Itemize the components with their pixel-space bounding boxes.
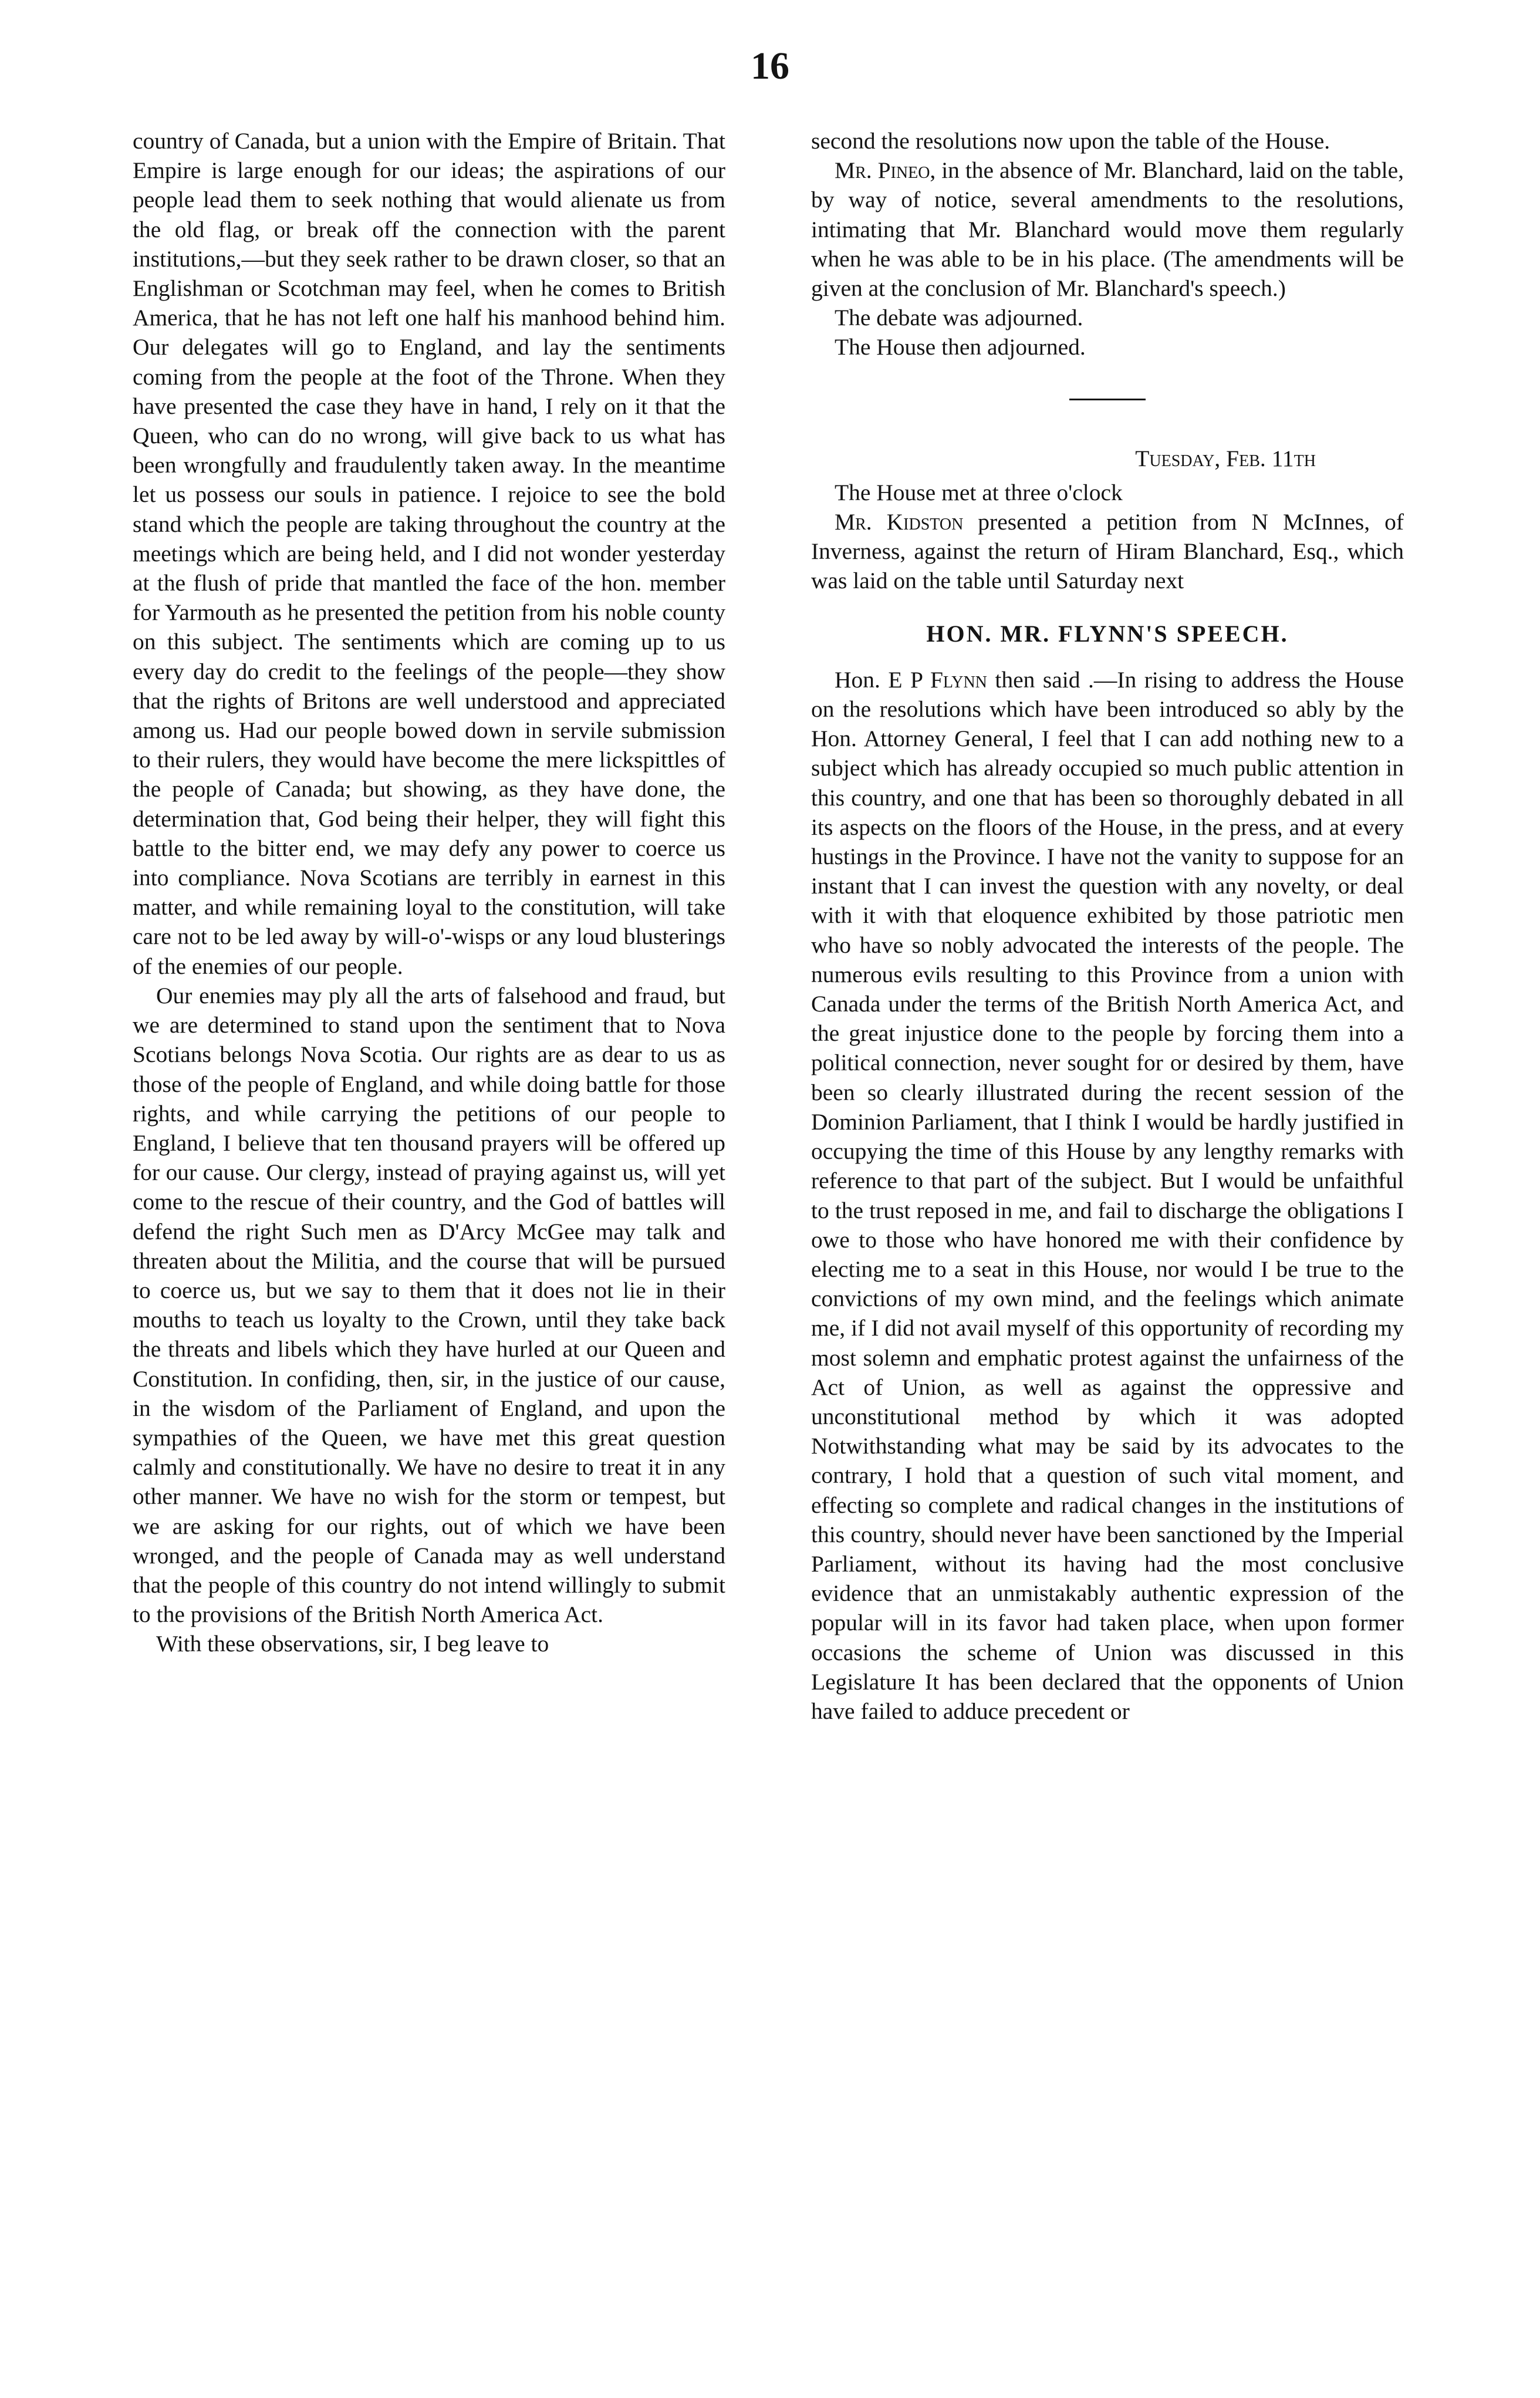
paragraph xyxy=(811,156,1404,303)
speaker-name: Mr. Pineo xyxy=(835,157,930,184)
paragraph xyxy=(811,507,1404,596)
paragraph: The debate was adjourned. xyxy=(835,305,1083,331)
paragraph: With these observations, sir, I beg leave to xyxy=(156,1631,549,1657)
paragraph: Our enemies may ply all the arts of falsehood and fraud, but we are determined to stand upon the sentiment that to Nova Scotians belongs Nova Scotia. Our rights are as dear to us as those of the people of England, and while doing battle for those rights, and while carrying the petitions of our people to England, I believe that ten thousand prayers will be offered up for our cause. Our clergy, instead of praying against us, will yet come to the rescue of their country, and the God of battles will defend the right Such men as D'Arcy McGee may talk and threaten about the Militia, and the course that will be pursued to coerce us, but we say to them that it does not lie in their mouths to teach us loyalty to the Crown, until they take back the threats and libels which they have hurled at our Queen and Constitution. In confiding, then, sir, in the justice of our cause, in the wisdom of the Parliament of England, and upon the sympathies of the Queen, we have met this great question calmly and constitutionally. We have no desire to treat it in any other manner. We have no wish for the storm or tempest, but we are asking for our rights, out of which we have been wronged, and the people of Canada may as well understand that the people of this country do not intend willingly to submit to the provisions of the British North America Act. xyxy=(133,982,725,1628)
speaker-intro: Hon. E P xyxy=(835,666,930,693)
dateline: Tuesday, Feb. 11th xyxy=(1135,445,1316,471)
section-divider xyxy=(1069,399,1146,400)
paragraph xyxy=(811,665,1404,1726)
left-column xyxy=(133,126,725,2380)
paragraph: The House met at three o'clock xyxy=(835,479,1123,505)
paragraph: The House then adjourned. xyxy=(835,334,1086,360)
speaker-name: Flynn xyxy=(930,666,987,693)
paragraph: second the resolutions now upon the table of the House. xyxy=(811,128,1330,154)
section-heading: HON. MR. FLYNN'S SPEECH. xyxy=(926,620,1289,647)
page-number: 16 xyxy=(751,45,789,87)
paragraph: country of Canada, but a union with the Empire of Britain. That Empire is large enough for our ideas; the aspirations of our people lead them to seek nothing that would alienate us from the old flag, or break off the connection with the parent institutions,—but they seek rather to be drawn closer, so that an Englishman or Scotchman may feel, when he comes to British America, that he has not left one half his manhood behind him. Our delegates will go to England, and lay the sentiments coming from the people at the foot of the Throne. When they have presented the case they have in hand, I rely on it that the Queen, who can do no wrong, will give back to us what has been wrongfully and fraudulently taken away. In the meantime let us possess our souls in patience. I rejoice to see the bold stand which the people are taking throughout the country at the meetings which are being held, and I did not wonder yesterday at the flush of pride that mantled the face of the hon. member for Yarmouth as he presented the petition from his noble county on this subject. The sentiments which are coming up to us every day do credit to the feelings of the people—they show that the rights of Britons are well understood and appreciated among us. Had our people bowed down in servile submission to their rulers, they would have become the mere lickspittles of the people of Canada; but showing, as they have done, the determination that, God being their helper, they will fight this battle to the bitter end, we may defy any power to coerce us into compliance. Nova Scotians are terribly in earnest in this matter, and while remaining loyal to the constitution, will take care not to be led away by will-o'-wisps or any loud blusterings of the enemies of our people. xyxy=(133,128,725,979)
paragraph-text: then said .—In rising to address the House on the resolutions which have been introduced so ably by the Hon. Attorney General, I feel that I can add nothing new to a subject which has already occupied so much public attention in this country, and one that has been so thoroughly debated in all its aspects on the floors of the House, in the press, and at every hustings in the Province. I have not the vanity to suppose for an instant that I can invest the question with any novelty, or deal with it with that eloquence exhibited by those patriotic men who have so nobly advocated the interests of the people. The numerous evils resulting to this Province from a union with Canada under the terms of the British North America Act, and the great injustice done to the people by forcing them into a political connection, never sought for or desired by them, have been so clearly illustrated during the recent session of the Dominion Parliament, that I think I would be hardly justified in occupying the time of this House by any lengthy remarks with reference to that part of the subject. But I would be unfaithful to the trust reposed in me, and fail to discharge the obligations I owe to those who have honored me with their confidence by electing me to a seat in this House, nor would I be true to the convictions of my own mind, and the feelings which animate me, if I did not avail myself of this opportunity of recording my most solemn and emphatic protest against the unfairness of the Act of Union, as well as against the oppressive and unconstitutional method by which it was adopted Notwithstanding what may be said by its advocates to the contrary, I hold that a question of such vital moment, and effecting so complete and radical changes in the institutions of this country, should never have been sanctioned by the Imperial Parliament, without its having had the most conclusive evidence that an unmistakably authentic expression of the popular will in its favor had taken place, when upon former occasions the scheme of Union was discussed in this Legislature It has been declared that the opponents of Union have failed to adduce precedent or xyxy=(811,666,1404,1724)
paragraph-text: presented a petition from N McInnes, of Inverness, against the return of Hiram Blanchard, Esq., which was laid on the table until Saturday next xyxy=(811,509,1404,594)
right-column xyxy=(811,126,1404,2380)
paragraph-text: , in the absence of Mr. Blanchard, laid on the table, by way of notice, several amendments to the resolutions, intimating that Mr. Blanchard would move them regularly when he was able to be in his place. (The amendments will be given at the conclusion of Mr. Blanchard's speech.) xyxy=(811,157,1404,302)
speaker-name: Mr. Kidston xyxy=(835,509,964,535)
